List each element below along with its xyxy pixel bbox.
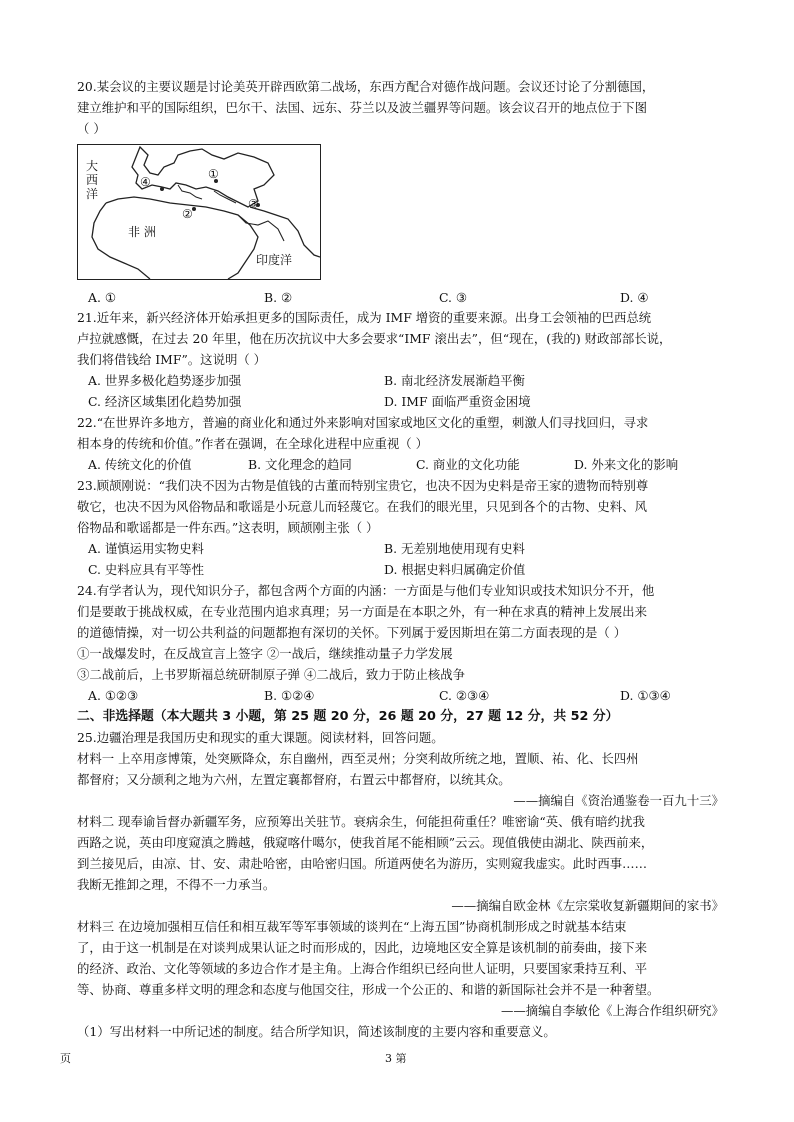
q23-option-d[interactable]: D. 根据史料归属确定价值: [384, 562, 526, 577]
q24-option-b[interactable]: B. ①②④: [264, 688, 315, 703]
q23-line3: 俗物品和歌谣都是一件东西。”这表明，顾颉刚主张（ ）: [77, 520, 379, 535]
q23-options-row1: [88, 538, 728, 559]
q25-material2-line3: 到兰接见后，由凉、甘、安、肃赴哈密，由哈密归国。所道两使名为游历，实则窥我虚实。此时西事……: [77, 856, 647, 871]
q20-line2: 建立维护和平的国际组织，巴尔干、法国、远东、芬兰以及波兰疆界等问题。该会议召开的地点位于下图: [77, 100, 647, 115]
q25-material3-line2: 了，由于这一机制是在对谈判成果认证之时而形成的，因此，边境地区安全算是该机制的前奏曲，接下来: [77, 940, 647, 955]
q21-line2: 卢拉就感慨，在过去 20 年里，他在历次抗议中大多会要求“IMF 滚出去”，但“现在，(我的) 财政部部长说，: [77, 331, 672, 346]
q25-material3-line4: 等、协商、尊重多样文明的理念和态度与他国交往，形成一个公正的、和谐的新国际社会并不是一种奢望。: [77, 982, 660, 997]
q20-options: [88, 287, 728, 308]
q24-line3: 的道德情操，对一切公共利益的问题都抱有深切的关怀。下列属于爱因斯坦在第二方面表现的是（ ）: [77, 625, 627, 640]
q24-options: [88, 685, 728, 706]
q23-options-row2: [88, 559, 728, 580]
q21-options-row1: [88, 370, 728, 391]
q25-material1-source: ——摘编自《资治通鉴卷一百九十三》: [513, 793, 724, 808]
q22-option-a[interactable]: A. 传统文化的价值: [88, 457, 192, 472]
page-number: 3 第: [385, 1052, 407, 1065]
q25-material2-source: ——摘编自欧金林《左宗棠收复新疆期间的家书》: [451, 898, 724, 913]
q25-material2-line2: 西路之说，英由印度窥滇之腾越，俄窥喀什噶尔，使我首尾不能相顾”云云。现值俄使由湖北、陕西前来，: [77, 835, 654, 850]
q24-option-d[interactable]: D. ①③④: [620, 688, 671, 703]
marker-1: ①: [208, 167, 219, 181]
q21-option-b[interactable]: B. 南北经济发展渐趋平衡: [384, 373, 525, 388]
q21-option-c[interactable]: C. 经济区域集团化趋势加强: [88, 394, 242, 409]
q22-option-d[interactable]: D. 外来文化的影响: [574, 457, 679, 472]
q20-option-b[interactable]: B. ②: [264, 290, 293, 305]
q25-material2-line4: 我断无推卸之理，不得不一力承当。: [77, 877, 276, 892]
q21-options-row2: [88, 391, 728, 412]
q22-options: [88, 454, 728, 475]
africa-label: 非 洲: [128, 225, 156, 239]
q25-material3-line3: 的经济、政治、文化等领域的多边合作才是主角。上海合作组织已经向世人证明，只要国家秉持互利、平: [77, 961, 647, 976]
q21-option-d[interactable]: D. IMF 面临严重资金困境: [384, 394, 531, 409]
marker-3: ③: [248, 197, 259, 211]
q24-items-row1: ①一战爆发时，在反战宣言上签字 ②一战后，继续推动量子力学发展: [77, 646, 453, 661]
q25-material2-line1: 材料二 现奉谕旨督办新疆军务，应预筹出关驻节。衰病余生，何能担荷重任？唯密谕“英、俄有暗约扰我: [77, 814, 645, 829]
q22-option-b[interactable]: B. 文化理念的趋同: [248, 457, 352, 472]
q24-option-a[interactable]: A. ①②③: [88, 688, 139, 703]
section2-heading: 二、非选择题（本大题共 3 小题，第 25 题 20 分，26 题 20 分，27 题 12 分，共 52 分）: [77, 709, 619, 724]
q22-line2: 相本身的传统和价值。”作者在强调，在全球化进程中应重视（ ）: [77, 436, 429, 451]
atlantic-ocean-label: 大西洋: [86, 159, 99, 201]
q24-line1: 24.有学者认为，现代知识分子，都包含两个方面的内涵：一方面是与他们专业知识或技术知识分不开，他: [77, 583, 655, 598]
q22-option-c[interactable]: C. 商业的文化功能: [416, 457, 520, 472]
indian-ocean-label: 印度洋: [256, 253, 293, 267]
q23-option-b[interactable]: B. 无差别地使用现有史料: [384, 541, 525, 556]
footer-left: 页: [60, 1052, 71, 1065]
marker-4: ④: [140, 175, 151, 189]
q20-line1: 20.某会议的主要议题是讨论美英开辟西欧第二战场，东西方配合对德作战问题。会议还讨论了分割德国，: [77, 79, 655, 94]
q25-material1-line1: 材料一 上卒用彦博策，处突厥降众，东自幽州，西至灵州；分突利故所统之地，置顺、祐、化、长四州: [77, 751, 639, 766]
q24-items-row2: ③二战前后，上书罗斯福总统研制原子弹 ④二战后，致力于防止核战争: [77, 667, 466, 682]
q25-intro: 25.边疆治理是我国历史和现实的重大课题。阅读材料，回答问题。: [77, 730, 444, 745]
q20-option-c[interactable]: C. ③: [439, 290, 468, 305]
q25-material1-line2: 都督府；又分颉利之地为六州，左置定襄都督府，右置云中都督府，以统其众。: [77, 772, 511, 787]
q21-option-a[interactable]: A. 世界多极化趋势逐步加强: [88, 373, 242, 388]
world-map-figure: [77, 144, 321, 280]
q23-option-a[interactable]: A. 谨慎运用实物史料: [88, 541, 204, 556]
q25-material3-line1: 材料三 在边境加强相互信任和相互裁军等军事领域的谈判在“上海五国”协商机制形成之时就基本结束: [77, 919, 627, 934]
marker-2: ②: [182, 207, 193, 221]
q21-line1: 21.近年来，新兴经济体开始承担更多的国际责任，成为 IMF 增资的重要来源。出身工会领袖的巴西总统: [77, 310, 652, 325]
label-atlantic-1: [86, 159, 102, 201]
q24-line2: 们是要敢于挑战权威，在专业范围内追求真理；另一方面是在本职之外，有一种在求真的精神上发展出来: [77, 604, 647, 619]
q20-line3: （ ）: [77, 121, 106, 136]
q23-line2: 敬它，也决不因为风俗物品和歌谣是小玩意儿而轻蔑它。在我们的眼光里，只见到各个的古物、史料、风: [77, 499, 647, 514]
q24-option-c[interactable]: C. ②③④: [439, 688, 490, 703]
q23-line1: 23.顾颉刚说：“我们决不因为古物是值钱的古董而特别宝贵它，也决不因为史料是帝王家的遗物而特别尊: [77, 478, 649, 493]
q20-option-a[interactable]: A. ①: [88, 290, 116, 305]
q21-line3: 我们将借钱给 IMF”。这说明（ ）: [77, 352, 267, 367]
q20-option-d[interactable]: D. ④: [620, 290, 649, 305]
q22-line1: 22.“在世界许多地方，普遍的商业化和通过外来影响对国家或地区文化的重塑，刺激人们寻找回归，寻求: [77, 415, 649, 430]
q23-option-c[interactable]: C. 史料应具有平等性: [88, 562, 205, 577]
q25-subquestion-1: （1）写出材料一中所记述的制度。结合所学知识，简述该制度的主要内容和重要意义。: [77, 1024, 556, 1039]
q25-material3-source: ——摘编自李敏伦《上海合作组织研究》: [500, 1003, 724, 1018]
